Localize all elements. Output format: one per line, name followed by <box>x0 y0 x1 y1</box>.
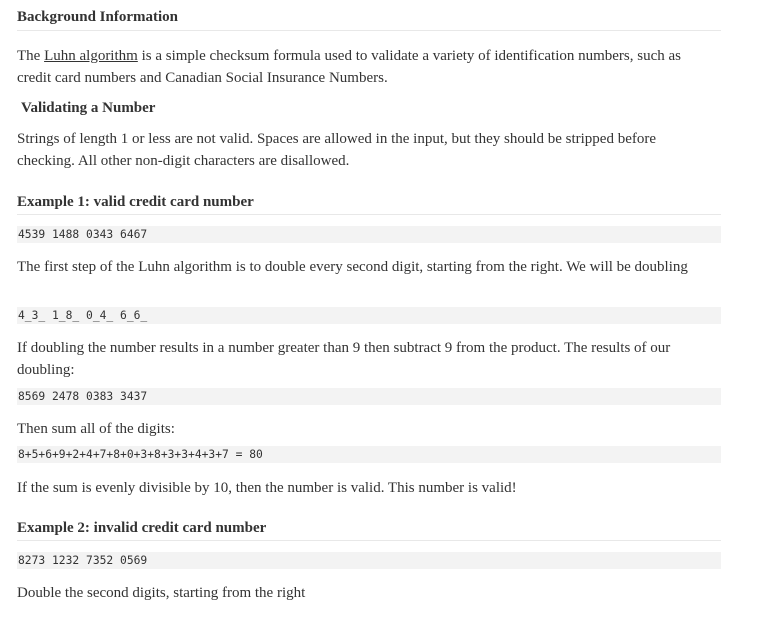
example1-conclusion-paragraph: If the sum is evenly divisible by 10, then the number is valid. This number is valid! <box>17 480 517 496</box>
code-text: 4_3_ 1_8_ 0_4_ 6_6_ <box>18 309 148 322</box>
intro-text-before: The <box>17 48 45 64</box>
background-heading: Background Information <box>17 9 179 25</box>
code-text: 8+5+6+9+2+4+7+8+0+3+8+3+3+4+3+7 = 80 <box>18 448 263 461</box>
validating-paragraph: Strings of length 1 or less are not valid. Spaces are allowed in the input, but they should be stripped before checking. All other non-digit characters are disallowed. <box>17 131 657 169</box>
luhn-algorithm-link[interactable]: Luhn algorithm <box>44 48 138 64</box>
validating-heading: Validating a Number <box>21 100 156 116</box>
heading-divider <box>17 540 721 541</box>
example1-step2-code <box>17 388 721 405</box>
example1-number-code <box>17 226 721 243</box>
example1-step1-paragraph: The first step of the Luhn algorithm is to double every second digit, starting from the right. We will be doubling <box>17 259 688 275</box>
example1-step2-paragraph: If doubling the number results in a number greater than 9 then subtract 9 from the product. The results of our doubling: <box>17 340 671 378</box>
heading-divider <box>17 30 721 31</box>
example1-heading: Example 1: valid credit card number <box>17 194 254 210</box>
code-text: 4539 1488 0343 6467 <box>18 228 148 241</box>
example1-step3-paragraph: Then sum all of the digits: <box>17 421 175 437</box>
example1-step3-code <box>17 446 721 463</box>
code-text: 8569 2478 0383 3437 <box>18 390 148 403</box>
heading-divider <box>17 214 721 215</box>
intro-text-after: is a simple checksum formula used to validate a variety of identification numbers, such as credit card numbers and Canadian Social Insurance Numbers. <box>17 48 682 86</box>
example2-heading: Example 2: invalid credit card number <box>17 520 267 536</box>
example2-number-code <box>17 552 721 569</box>
example2-step1-paragraph: Double the second digits, starting from the right <box>17 585 306 601</box>
code-text: 8273 1232 7352 0569 <box>18 554 148 567</box>
background-paragraph <box>17 45 717 89</box>
example1-step1-code <box>17 307 721 324</box>
